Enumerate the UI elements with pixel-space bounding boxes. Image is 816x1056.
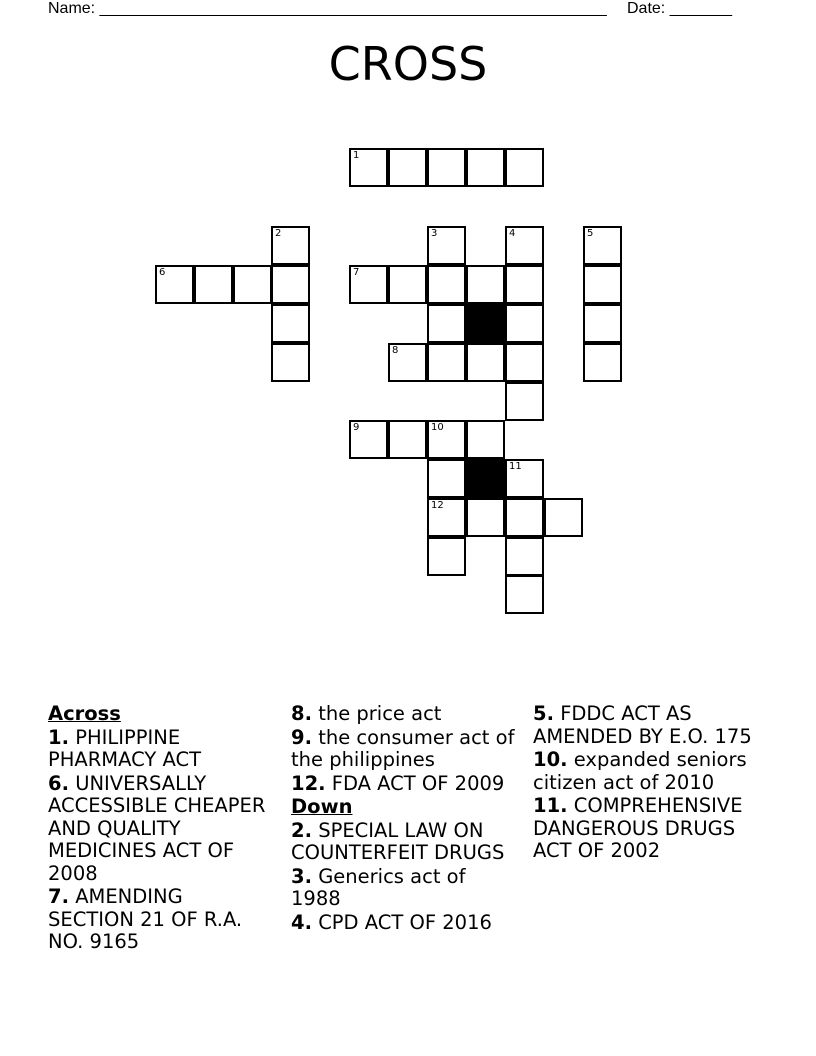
grid-cell[interactable] [388,420,427,459]
clue-number-label: 9. [291,725,312,749]
grid-cell[interactable] [388,265,427,304]
grid-cell[interactable] [583,265,622,304]
grid-cell[interactable] [544,498,583,537]
clue-text: UNIVERSALLY ACCESSIBLE CHEAPER AND QUALITY MEDICINES ACT OF 2008 [48,771,266,885]
clue-text: COMPREHENSIVE DANGEROUS DRUGS ACT OF 2002 [533,794,743,862]
clue-across-8 [291,703,516,726]
clue-number: 1 [353,150,360,161]
clue-number-label: 7. [48,885,69,908]
grid-cell[interactable] [349,420,388,459]
grid-cell[interactable] [427,226,466,265]
grid-cell[interactable] [427,304,466,343]
clues-column-3 [533,703,758,864]
grid-cell[interactable] [505,148,544,187]
clue-number: 3 [431,228,438,239]
grid-cell[interactable] [427,148,466,187]
clue-across-9 [291,727,516,772]
clue-text: CPD ACT OF 2016 [318,910,492,934]
clue-number-label: 8. [291,702,312,725]
clue-number-label: 12. [291,771,326,795]
grid-cell[interactable] [466,420,505,459]
grid-cell[interactable] [505,459,544,498]
clue-number-label: 10. [533,748,568,771]
clue-number: 7 [353,267,360,278]
clue-number-label: 4. [291,910,312,934]
clue-number: 5 [587,228,594,239]
grid-cell[interactable] [583,226,622,265]
grid-cell[interactable] [271,304,310,343]
grid-cell[interactable] [271,226,310,265]
grid-cell[interactable] [271,343,310,382]
black-cell [466,459,505,498]
clue-across-7 [48,886,273,954]
grid-cell[interactable] [427,420,466,459]
grid-cell[interactable] [427,537,466,576]
grid-cell[interactable] [349,265,388,304]
clue-text: the consumer act of the philippines [291,725,515,771]
grid-cell[interactable] [427,498,466,537]
grid-cell[interactable] [388,343,427,382]
grid-cell[interactable] [427,459,466,498]
clues-column-2 [291,703,516,935]
clue-down-4 [291,912,516,935]
clue-number: 6 [159,267,166,278]
grid-cell[interactable] [583,343,622,382]
grid-cell[interactable] [427,265,466,304]
grid-cell[interactable] [271,265,310,304]
grid-cell[interactable] [388,148,427,187]
clue-down-2 [291,820,516,865]
grid-cell[interactable] [505,226,544,265]
clue-down-10 [533,749,758,794]
clue-number-label: 6. [48,771,69,795]
grid-cell[interactable] [194,265,233,304]
clue-number: 4 [509,228,516,239]
date-line: Date: _______ [627,0,732,17]
grid-cell[interactable] [505,498,544,537]
grid-cell[interactable] [233,265,272,304]
grid-cell[interactable] [466,498,505,537]
grid-cell[interactable] [505,304,544,343]
clue-text: FDA ACT OF 2009 [331,771,505,795]
down-heading: Down [291,795,353,818]
grid-cell[interactable] [427,343,466,382]
clue-number: 11 [509,461,522,472]
clue-number: 10 [431,422,444,433]
clue-text: expanded seniors citizen act of 2010 [533,748,747,794]
clue-number-label: 3. [291,864,312,888]
clue-number-label: 11. [533,794,568,817]
grid-cell[interactable] [155,265,194,304]
clue-number-label: 2. [291,818,312,842]
grid-cell[interactable] [505,575,544,614]
grid-cell[interactable] [505,265,544,304]
clues-column-1 [48,703,273,955]
grid-cell[interactable] [349,148,388,187]
clue-text: the price act [318,702,442,725]
clue-text: FDDC ACT AS AMENDED BY E.O. 175 [533,702,752,748]
page-title: CROSS [328,37,488,91]
grid-cell[interactable] [505,343,544,382]
grid-cell[interactable] [466,343,505,382]
clue-across-1 [48,727,273,772]
grid-cell[interactable] [583,304,622,343]
clue-number: 12 [431,500,444,511]
clue-text: Generics act of 1988 [291,864,466,910]
clue-across-6 [48,773,273,886]
clue-across-12 [291,773,516,796]
clue-text: SPECIAL LAW ON COUNTERFEIT DRUGS [291,818,505,864]
clue-down-3 [291,866,516,911]
clue-text: AMENDING SECTION 21 OF R.A. NO. 9165 [48,885,243,953]
clue-number: 2 [275,228,282,239]
name-line: Name: _________________________________________________________ [48,0,607,17]
grid-cell[interactable] [505,537,544,576]
clue-number: 9 [353,422,360,433]
grid-cell[interactable] [466,265,505,304]
black-cell [466,304,505,343]
clue-number-label: 1. [48,725,69,749]
across-heading: Across [48,702,121,725]
clue-down-11 [533,795,758,863]
grid-cell[interactable] [466,148,505,187]
clue-text: PHILIPPINE PHARMACY ACT [48,725,202,771]
grid-cell[interactable] [505,382,544,421]
clue-number: 8 [392,345,399,356]
clue-down-5 [533,703,758,748]
clue-number-label: 5. [533,702,554,725]
